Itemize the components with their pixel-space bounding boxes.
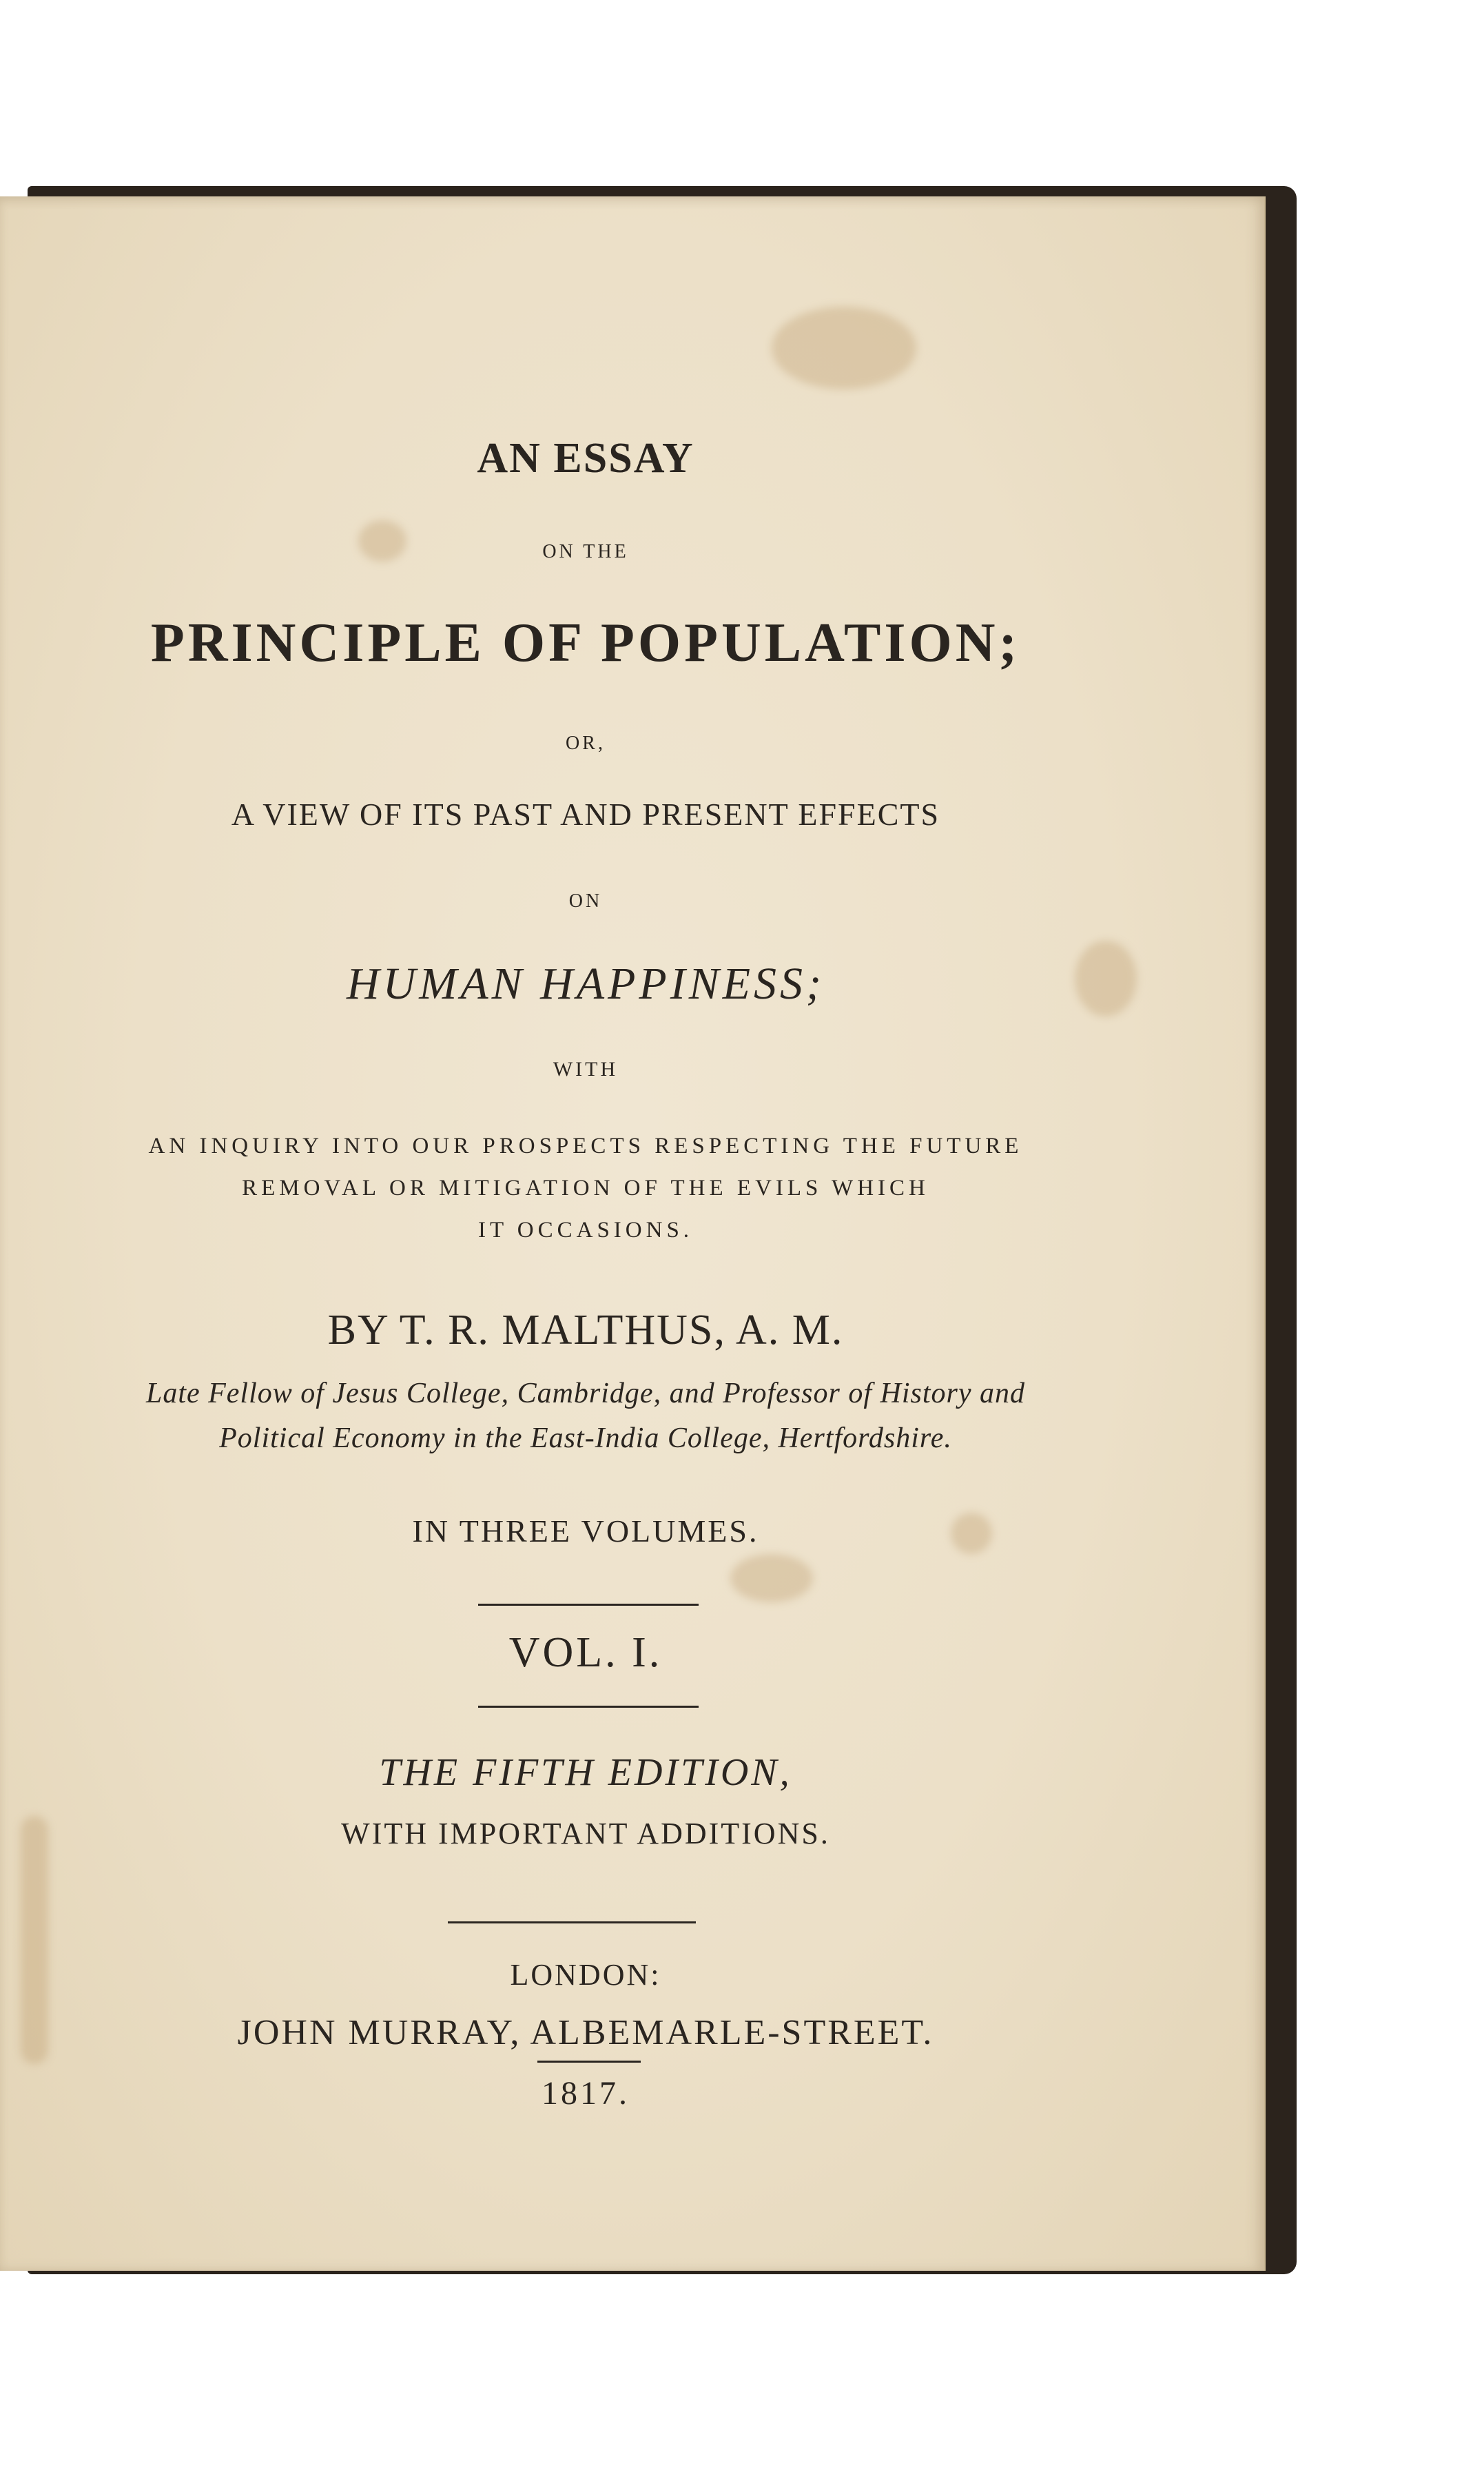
divider-rule <box>537 2061 641 2063</box>
foxing-stain <box>772 307 916 389</box>
foxing-stain <box>21 1816 48 2064</box>
affiliation-line-1: Late Fellow of Jesus College, Cambridge, and Professor of History and <box>145 1378 1026 1409</box>
year-line: 1817. <box>542 2075 630 2112</box>
foxing-stain <box>730 1554 813 1602</box>
heading-an-essay: AN ESSAY <box>477 435 694 482</box>
author-line: BY T. R. MALTHUS, A. M. <box>327 1307 844 1354</box>
inquiry-line-2: REMOVAL OR MITIGATION OF THE EVILS WHICH <box>242 1176 929 1201</box>
divider-rule <box>448 1921 696 1923</box>
divider-rule <box>478 1706 699 1708</box>
text-on: ON <box>568 890 603 912</box>
additions-line: WITH IMPORTANT ADDITIONS. <box>341 1817 830 1850</box>
volume-number: VOL. I. <box>508 1629 663 1676</box>
place-line: LONDON: <box>510 1958 661 1992</box>
inquiry-line-3: IT OCCASIONS. <box>477 1218 694 1243</box>
edition-line: THE FIFTH EDITION, <box>379 1751 792 1794</box>
text-or: OR, <box>566 733 606 754</box>
main-title: PRINCIPLE OF POPULATION; <box>150 613 1021 673</box>
divider-rule <box>478 1604 699 1606</box>
foxing-stain <box>1075 941 1137 1017</box>
affiliation-line-2: Political Economy in the East-India College, Hertfordshire. <box>219 1422 952 1454</box>
inquiry-line-1: AN INQUIRY INTO OUR PROSPECTS RESPECTING THE FUTURE <box>148 1134 1023 1158</box>
publisher-line: JOHN MURRAY, ALBEMARLE-STREET. <box>237 2013 934 2052</box>
volumes-line: IN THREE VOLUMES. <box>412 1513 759 1549</box>
subtitle-happiness: HUMAN HAPPINESS; <box>346 959 825 1009</box>
text-on-the: ON THE <box>542 541 629 562</box>
subtitle-view: A VIEW OF ITS PAST AND PRESENT EFFECTS <box>231 797 940 832</box>
text-with: WITH <box>553 1058 619 1081</box>
